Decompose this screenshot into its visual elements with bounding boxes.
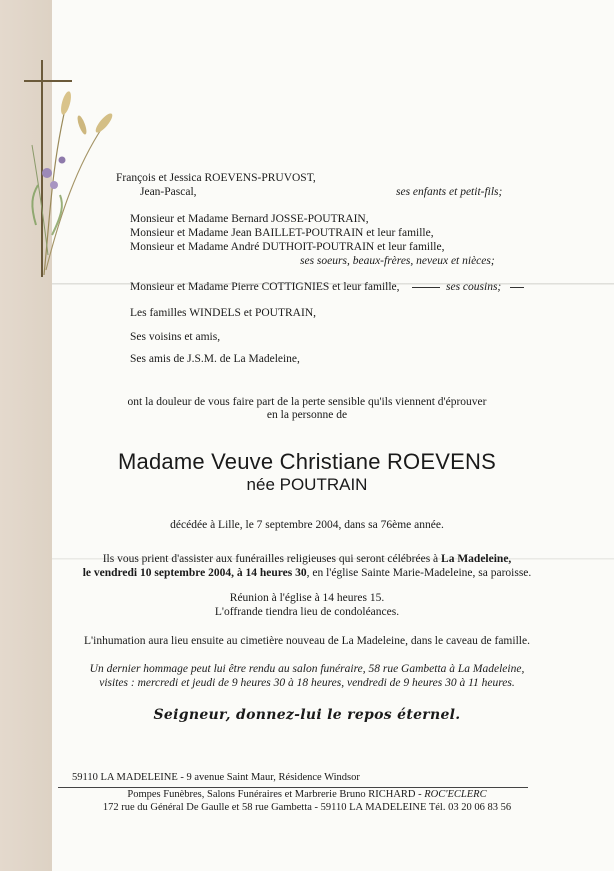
- reunion-line: Réunion à l'église à 14 heures 15.: [229, 592, 385, 604]
- offrande-line: L'offrande tiendra lieu de condoléances.: [214, 606, 400, 618]
- divider: [412, 287, 440, 288]
- family-relation: ses cousins;: [446, 281, 502, 293]
- funeral-home-line: Pompes Funèbres, Salons Funéraires et Marbrerie Bruno RICHARD - ROC'ECLERC: [127, 789, 487, 800]
- inhumation-line: L'inhumation aura lieu ensuite au cimetière nouveau de La Madeleine, dans le caveau de famille.: [84, 635, 530, 647]
- family-line: Jean-Pascal,: [140, 186, 197, 198]
- family-line: Ses amis de J.S.M. de La Madeleine,: [130, 353, 300, 365]
- deceased-name: Madame Veuve Christiane ROEVENS: [118, 449, 496, 474]
- family-relation: ses enfants et petit-fils;: [396, 186, 503, 198]
- divider: [510, 287, 524, 288]
- family-line: Monsieur et Madame Jean BAILLET-POUTRAIN et leur famille,: [130, 227, 434, 239]
- prayer-line: Seigneur, donnez-lui le repos éternel.: [153, 707, 461, 723]
- family-line: Monsieur et Madame Bernard JOSSE-POUTRAIN,: [130, 213, 369, 225]
- announce-line: en la personne de: [266, 409, 348, 421]
- family-line: Les familles WINDELS et POUTRAIN,: [130, 307, 316, 319]
- hommage-line: Un dernier hommage peut lui être rendu au salon funéraire, 58 rue Gambetta à La Madeleine,: [89, 663, 525, 675]
- hommage-line: visites : mercredi et jeudi de 9 heures 30 à 18 heures, vendredi de 9 heures 30 à 11 heures.: [99, 677, 515, 689]
- family-line: Monsieur et Madame Pierre COTTIGNIES et leur famille,: [130, 281, 400, 293]
- family-address: 59110 LA MADELEINE - 9 avenue Saint Maur, Résidence Windsor: [72, 772, 360, 783]
- cross-wheat-icon: [22, 55, 127, 280]
- funeral-home-address: 172 rue du Général De Gaulle et 58 rue Gambetta - 59110 LA MADELEINE Tél. 03 20 06 83 56: [102, 802, 512, 813]
- announce-line: ont la douleur de vous faire part de la perte sensible qu'ils viennent d'éprouver: [127, 396, 487, 408]
- family-relation: ses soeurs, beaux-frères, neveux et nièces;: [300, 255, 495, 267]
- funeral-line: Ils vous prient d'assister aux funérailles religieuses qui seront célébrées à La Madeleine,: [102, 553, 512, 565]
- maiden-name: née POUTRAIN: [246, 475, 368, 494]
- funeral-line: le vendredi 10 septembre 2004, à 14 heures 30, en l'église Sainte Marie-Madeleine, sa paroisse.: [82, 567, 532, 579]
- family-line: Monsieur et Madame André DUTHOIT-POUTRAIN et leur famille,: [130, 241, 445, 253]
- death-details: décédée à Lille, le 7 septembre 2004, dans sa 76ème année.: [170, 519, 444, 531]
- family-line: François et Jessica ROEVENS-PRUVOST,: [116, 172, 316, 184]
- family-line: Ses voisins et amis,: [130, 331, 221, 343]
